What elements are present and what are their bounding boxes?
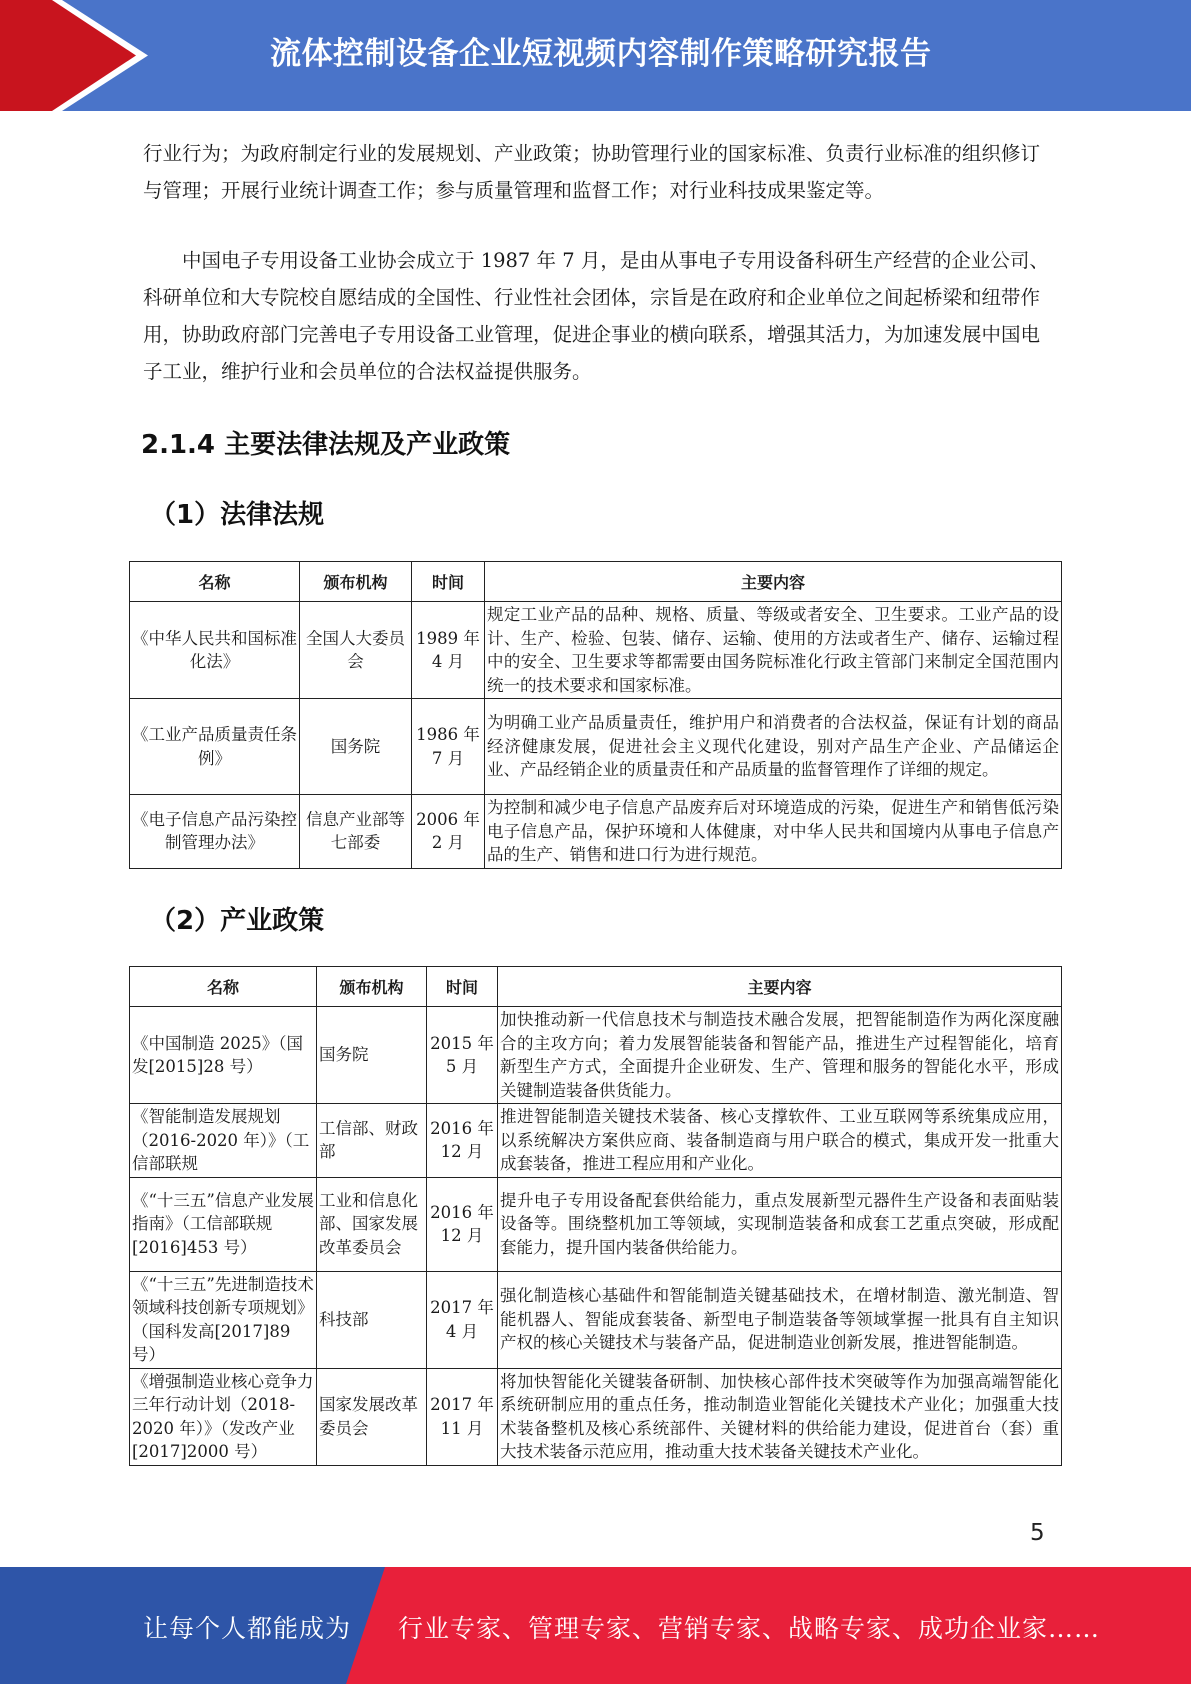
- cell-content: 推进智能制造关键技术装备、核心支撑软件、工业互联网等系统集成应用，以系统解决方案供应商、装备制造商与用户联合的模式，集成开发一批重大成套装备，推进工程应用和产业化。: [498, 1104, 1062, 1178]
- table-row: [130, 1368, 1062, 1465]
- cell-name: 《“十三五”信息产业发展指南》（工信部联规[2016]453 号）: [130, 1177, 317, 1271]
- policies-heading: （2）产业政策: [150, 906, 325, 936]
- cell-content: 强化制造核心基础件和智能制造关键基础技术，在增材制造、激光制造、智能机器人、智能成套装备、新型电子制造装备等领域掌握一批具有自主知识产权的核心关键技术与装备产品，促进制造业创新发展，推进智能制造。: [498, 1271, 1062, 1368]
- laws-table: [129, 561, 1062, 869]
- paragraph-industry-role: 行业行为；为政府制定行业的发展规划、产业政策；协助管理行业的国家标准、负责行业标准的组织修订与管理；开展行业统计调查工作；参与质量管理和监督工作；对行业科技成果鉴定等。: [143, 142, 1041, 202]
- cell-name: 《智能制造发展规划（2016-2020 年）》（工 信部联规: [130, 1104, 317, 1178]
- cell-time: 2017 年 11 月: [427, 1368, 498, 1465]
- table-row: [130, 602, 1062, 699]
- cell-agency: 全国人大委员会: [300, 602, 412, 699]
- footer-slogan-left: 让每个人都能成为: [143, 1614, 352, 1643]
- cell-agency: 国家发展改革委员会: [317, 1368, 427, 1465]
- cell-agency: 国务院: [317, 1007, 427, 1104]
- header-content: 主要内容: [485, 562, 1062, 602]
- page-number: 5: [1030, 1520, 1045, 1546]
- paragraph-association-intro: 中国电子专用设备工业协会成立于 1987 年 7 月，是由从事电子专用设备科研生产经营的企业公司、科研单位和大专院校自愿结成的全国性、行业性社会团体，宗旨是在政府和企业单位之间起桥梁和纽带作用，协助政府部门完善电子专用设备工业管理，促进企事业的横向联系，增强其活力，为加速发展中国电子工业，维护行业和会员单位的合法权益提供服务。: [143, 249, 1049, 383]
- cell-agency: 工业和信息化部、国家发展改革委员会: [317, 1177, 427, 1271]
- cell-name: 《电子信息产品污染控制管理办法》: [130, 795, 300, 869]
- cell-content: 将加快智能化关键装备研制、加快核心部件技术突破等作为加强高端智能化系统研制应用的重点任务，推动制造业智能化关键技术产业化；加强重大技术装备整机及核心系统部件、关键材料的供给能力建设，促进首台（套）重大技术装备示范应用，推动重大技术装备关键技术产业化。: [498, 1368, 1062, 1465]
- cell-time: 2016 年 12 月: [427, 1177, 498, 1271]
- cell-name: 《工业产品质量责任条例》: [130, 699, 300, 795]
- header-name: 名称: [130, 967, 317, 1007]
- cell-agency: 科技部: [317, 1271, 427, 1368]
- table-row: [130, 795, 1062, 869]
- table-row: [130, 1177, 1062, 1271]
- footer-banner: [0, 1567, 1191, 1684]
- table-header-row: [130, 562, 1062, 602]
- header-name: 名称: [130, 562, 300, 602]
- cell-time: 2006 年 2 月: [412, 795, 485, 869]
- header-time: 时间: [412, 562, 485, 602]
- cell-agency: 信息产业部等七部委: [300, 795, 412, 869]
- chevron-arrow-icon: [0, 0, 160, 111]
- cell-content: 为控制和减少电子信息产品废弃后对环境造成的污染，促进生产和销售低污染电子信息产品，保护环境和人体健康，对中华人民共和国境内从事电子信息产品的生产、销售和进口行为进行规范。: [485, 795, 1062, 869]
- table-row: [130, 1271, 1062, 1368]
- cell-time: 1986 年 7 月: [412, 699, 485, 795]
- table-row: [130, 699, 1062, 795]
- cell-agency: 工信部、财政部: [317, 1104, 427, 1178]
- cell-time: 1989 年 4 月: [412, 602, 485, 699]
- cell-content: 规定工业产品的品种、规格、质量、等级或者安全、卫生要求。工业产品的设计、生产、检验、包装、储存、运输、使用的方法或者生产、储存、运输过程中的安全、卫生要求等都需要由国务院标准化行政主管部门来制定全国范围内统一的技术要求和国家标准。: [485, 602, 1062, 699]
- cell-name: 《中华人民共和国标准化法》: [130, 602, 300, 699]
- cell-time: 2017 年 4 月: [427, 1271, 498, 1368]
- report-title: 流体控制设备企业短视频内容制作策略研究报告: [270, 36, 932, 72]
- header-agency: 颁布机构: [300, 562, 412, 602]
- cell-content: 加快推动新一代信息技术与制造技术融合发展，把智能制造作为两化深度融合的主攻方向；着力发展智能装备和智能产品，推进生产过程智能化，培育新型生产方式，全面提升企业研发、生产、管理和服务的智能化水平，形成关键制造装备供货能力。: [498, 1007, 1062, 1104]
- cell-name: 《中国制造 2025》（国 发[2015]28 号）: [130, 1007, 317, 1104]
- cell-content: 为明确工业产品质量责任，维护用户和消费者的合法权益，保证有计划的商品经济健康发展，促进社会主义现代化建设，别对产品生产企业、产品储运企业、产品经销企业的质量责任和产品质量的监督管理作了详细的规定。: [485, 699, 1062, 795]
- header-time: 时间: [427, 967, 498, 1007]
- cell-content: 提升电子专用设备配套供给能力，重点发展新型元器件生产设备和表面贴装设备等。围绕整机加工等领域，实现制造装备和成套工艺重点突破，形成配套能力，提升国内装备供给能力。: [498, 1177, 1062, 1271]
- table-row: [130, 1007, 1062, 1104]
- cell-agency: 国务院: [300, 699, 412, 795]
- section-heading: 2.1.4 主要法律法规及产业政策: [141, 430, 511, 460]
- cell-name: 《“十三五”先进制造技术领域科技创新专项规划》（国科发高[2017]89 号）: [130, 1271, 317, 1368]
- header-agency: 颁布机构: [317, 967, 427, 1007]
- laws-heading: （1）法律法规: [150, 500, 325, 530]
- table-header-row: [130, 967, 1062, 1007]
- table-row: [130, 1104, 1062, 1178]
- policies-table: [129, 966, 1062, 1466]
- cell-time: 2016 年 12 月: [427, 1104, 498, 1178]
- header-banner: [0, 0, 1191, 111]
- footer-slogan-right: 行业专家、管理专家、营销专家、战略专家、成功企业家……: [398, 1614, 1101, 1643]
- cell-time: 2015 年 5 月: [427, 1007, 498, 1104]
- header-content: 主要内容: [498, 967, 1062, 1007]
- cell-name: 《增强制造业核心竞争力三年行动计划（2018-2020 年）》（发改产业[2017]2000 号）: [130, 1368, 317, 1465]
